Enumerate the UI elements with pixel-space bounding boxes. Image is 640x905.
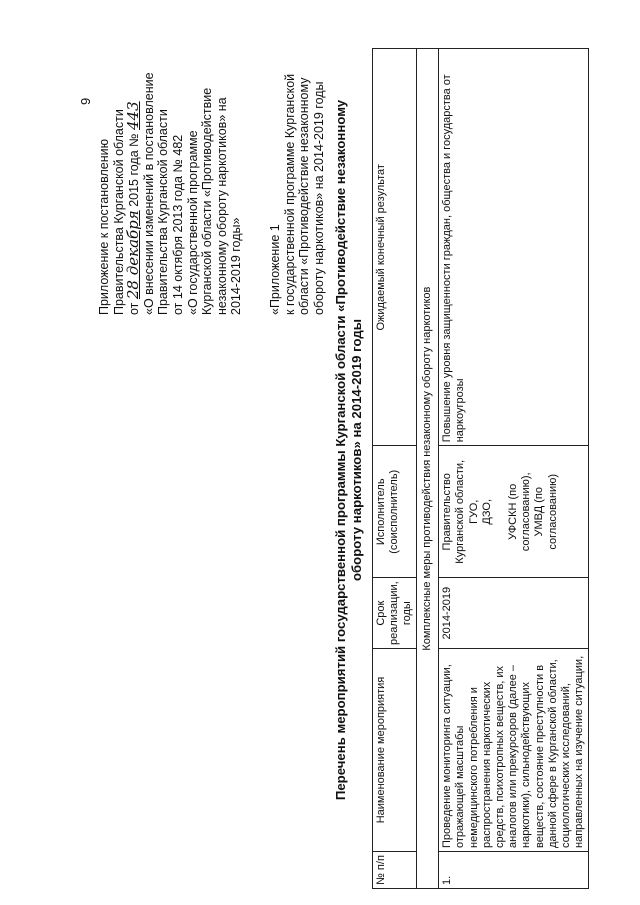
header-result: Ожидаемый конечный результат [373, 49, 417, 446]
annex-date-line [126, 15, 142, 315]
section-title: Комплексные меры противодействия незаконному обороту наркотиков [417, 49, 439, 889]
annex-line: 2014-2019 годы» [229, 217, 244, 315]
appendix-reference [268, 15, 326, 315]
header-num: № п/п [373, 852, 417, 889]
measures-table [372, 48, 589, 889]
executor-line: УМВД (по согласованию) [533, 473, 559, 550]
table-row [439, 49, 589, 889]
title-line: обороту наркотиков» на 2014-2019 годы [349, 319, 364, 582]
table-header-row [373, 49, 417, 889]
annex-header [97, 15, 244, 315]
annex-date-prefix: от [127, 299, 142, 315]
appendix-line: области «Противодействие незаконному [297, 77, 312, 315]
executor-line: ГУО, [467, 499, 480, 524]
header-name: Наименование мероприятия [373, 649, 417, 852]
section-row [417, 49, 439, 889]
document-title [333, 40, 365, 860]
annex-line: Курганской области «Противодействие [200, 87, 215, 315]
appendix-line: обороту наркотиков» на 2014-2019 годы [311, 81, 326, 315]
row-name: Проведение мониторинга ситуации, отражающей масштабы немедицинского потребления и распространения наркотических средств, психотропных веществ, их аналогов или прекурсоров (далее – наркотики), сильнодействующих веществ, состояние преступности в данной сфере в Курганской области, социологических исследований, направленных на изучение ситуации, [439, 649, 589, 852]
handwritten-number: 443 [124, 101, 143, 130]
annex-line: от 14 октября 2013 года № 482 [170, 134, 185, 315]
title-line: Перечень мероприятий государственной программы Курганской области «Противодействие незаконному [333, 99, 348, 801]
executor-line [494, 449, 507, 574]
row-executor [439, 446, 589, 578]
annex-line: «О внесении изменений в постановление [141, 72, 156, 315]
header-executor: Исполнитель (соисполнитель) [373, 446, 417, 578]
executor-line: Правительство Курганской области, [441, 459, 467, 564]
annex-line: Приложение к постановлению [97, 139, 111, 315]
annex-line: Правительства Курганской области [111, 109, 126, 315]
annex-line: незаконному обороту наркотиков» на [214, 97, 229, 315]
header-term: Срок реализации, годы [373, 578, 417, 649]
page-number: 9 [78, 97, 93, 105]
appendix-line: к государственной программе Курганской [282, 73, 297, 315]
appendix-line: «Приложение 1 [268, 224, 282, 315]
row-result: Повышение уровня защищенности граждан, общества и государства от наркоугрозы [439, 49, 589, 446]
annex-line: Правительства Курганской области [156, 109, 171, 315]
handwritten-date: 28 декабря [124, 210, 143, 300]
executor-line: УФСКН (по согласованию), [507, 472, 533, 552]
row-term: 2014-2019 [439, 578, 589, 649]
annex-date-mid: 2015 года № [127, 129, 142, 211]
executor-line: ДЗО, [480, 498, 493, 525]
row-num: 1. [439, 852, 589, 889]
annex-line: «О государственной программе [185, 130, 200, 315]
